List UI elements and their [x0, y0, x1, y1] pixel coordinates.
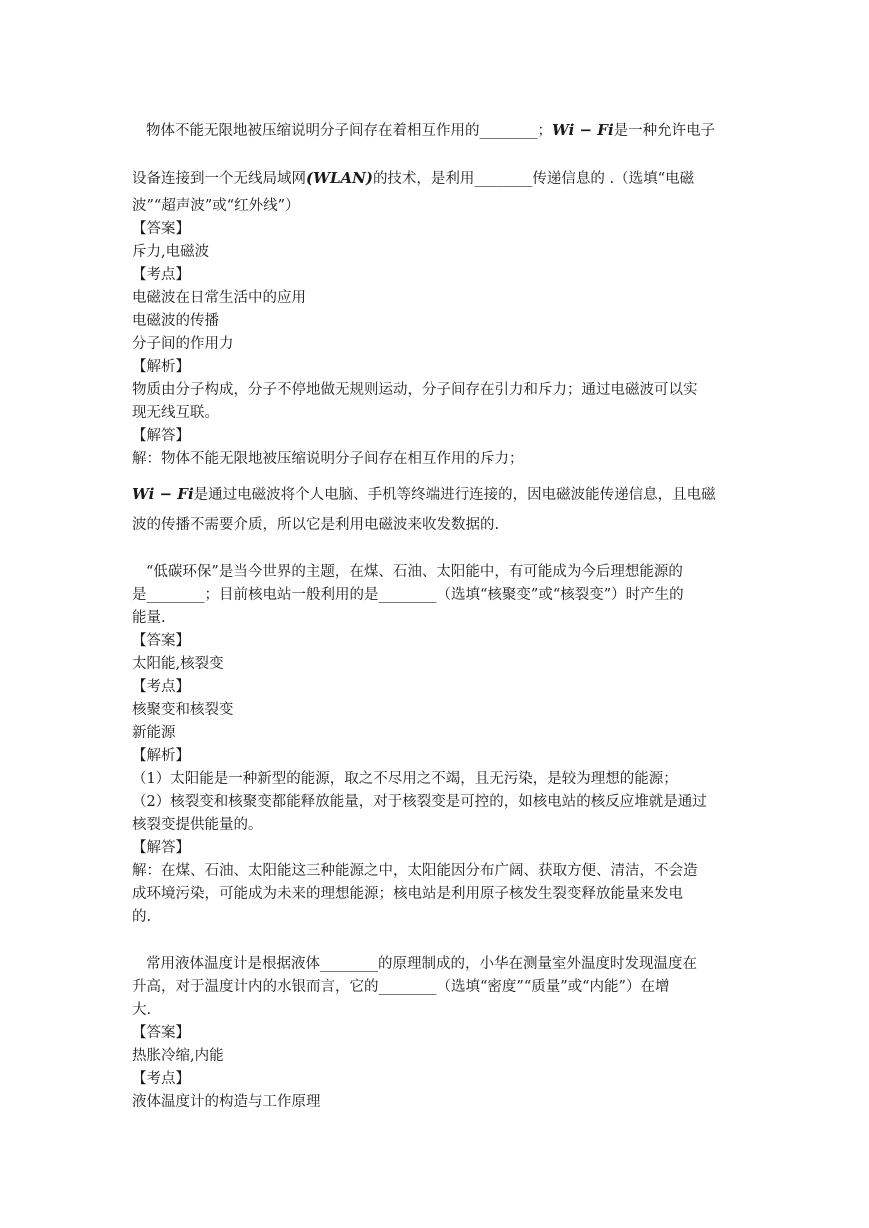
solution-text: 成环境污染，可能成为未来的理想能源；核电站是利用原子核发生裂变释放能量来发电: [132, 886, 683, 902]
analysis-text: （1）太阳能是一种新型的能源，取之不尽用之不竭，且无污染，是较为理想的能源；: [132, 771, 678, 787]
key-point-item: 核聚变和核裂变: [132, 702, 234, 718]
wlan-formula: (WLAN): [306, 169, 373, 187]
solution-text: 解：物体不能无限地被压缩说明分子间存在相互作用的斥力；: [132, 451, 524, 467]
question-1-line-3: 波”“超声波”或“红外线”）: [132, 198, 300, 214]
question-3-line-2: 升高，对于温度计内的水银而言，它的________（选填“密度”“质量”或“内能”）在增: [132, 979, 670, 995]
key-point-label: 【考点】: [132, 1071, 190, 1087]
analysis-text: （2）核裂变和核聚变都能释放能量，对于核裂变是可控的，如核电站的核反应堆就是通过: [132, 794, 707, 810]
wifi-formula: Wi − Fi: [552, 121, 614, 139]
analysis-text: 现无线互联。: [132, 405, 219, 421]
solution-line-2: [132, 484, 716, 505]
question-1-text: 物体不能无限地被压缩说明分子间存在着相互作用的________；: [146, 123, 552, 139]
question-1-text: 是一种允许电子: [613, 123, 716, 139]
solution-label: 【解答】: [132, 428, 190, 444]
key-point-item: 分子间的作用力: [132, 336, 234, 352]
key-point-item: 液体温度计的构造与工作原理: [132, 1094, 321, 1110]
solution-text: 是通过电磁波将个人电脑、手机等终端进行连接的，因电磁波能传递信息，且电磁: [193, 487, 716, 503]
key-point-label: 【考点】: [132, 267, 190, 283]
key-point-item: 电磁波在日常生活中的应用: [132, 290, 306, 306]
key-point-item: 新能源: [132, 725, 176, 741]
solution-text: 解：在煤、石油、太阳能这三种能源之中，太阳能因分布广阔、获取方便、清洁，不会造: [132, 863, 698, 879]
question-1-line-2: [132, 168, 694, 189]
analysis-label: 【解析】: [132, 748, 190, 764]
answer-text: 斥力,电磁波: [132, 244, 210, 260]
solution-text: 波的传播不需要介质，所以它是利用电磁波来收发数据的.: [132, 517, 500, 533]
question-2-line-2: 是________；目前核电站一般利用的是________（选填“核聚变”或“核裂变”）时产生的: [132, 587, 684, 603]
question-1-text: 的技术，是利用________传递信息的 .（选填“电磁: [372, 171, 695, 187]
wifi-formula: Wi − Fi: [132, 485, 194, 503]
answer-label: 【答案】: [132, 1025, 190, 1041]
question-2-line-1: “低碳环保”是当今世界的主题，在煤、石油、太阳能中，有可能成为今后理想能源的: [146, 564, 683, 580]
answer-text: 热胀冷缩,内能: [132, 1048, 224, 1064]
question-3-line-3: 大.: [132, 1002, 152, 1018]
analysis-label: 【解析】: [132, 359, 190, 375]
question-2-line-3: 能量.: [132, 610, 166, 626]
question-3-line-1: 常用液体温度计是根据液体________的原理制成的，小华在测量室外温度时发现温度在: [146, 956, 697, 972]
answer-label: 【答案】: [132, 633, 190, 649]
analysis-text: 物质由分子构成，分子不停地做无规则运动，分子间存在引力和斥力；通过电磁波可以实: [132, 382, 698, 398]
key-point-item: 电磁波的传播: [132, 313, 219, 329]
analysis-text: 核裂变提供能量的。: [132, 817, 263, 833]
key-point-label: 【考点】: [132, 679, 190, 695]
solution-text: 的.: [132, 909, 152, 925]
solution-label: 【解答】: [132, 840, 190, 856]
question-1-line-1: [146, 120, 715, 141]
answer-label: 【答案】: [132, 221, 190, 237]
question-1-text: 设备连接到一个无线局域网: [132, 171, 306, 187]
answer-text: 太阳能,核裂变: [132, 656, 224, 672]
